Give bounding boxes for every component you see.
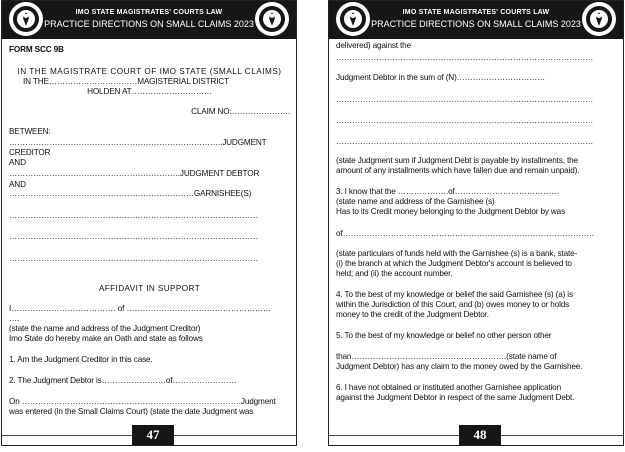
item-3-line-d: of…………………………………………………………………………………. [336,229,594,238]
between-label: BETWEEN: [9,127,51,136]
page-number: 47 [132,425,174,445]
judgment-debtor-line: ……………………………………………………….JUDGMENT DEBTOR [9,169,260,178]
and-label-2: AND [9,180,26,189]
form-number: FORM SCC 9B [9,45,64,54]
affidavit-line-4: Imo State do hereby make an Oath and state as follows [9,334,203,343]
court-line-3: HOLDEN AT………………………… [87,87,212,96]
item-4-line-a: 4. To the best of my knowledge or belief the said Garnishee (s) (a) is [336,290,573,299]
court-line-1: IN THE MAGISTRATE COURT OF IMO STATE (SMALL CLAIMS) [17,67,282,76]
blank-line: ………………………………………………………………………………… [9,211,259,220]
right-page-body [336,39,617,425]
affidavit-title: AFFIDAVIT IN SUPPORT [98,284,201,293]
item-3-line-2: was entered (in the Small Claims Court) (state the date Judgment was [9,407,254,416]
claim-number: CLAIM NO:…………………. [191,107,290,116]
item-5-line-c: Judgment Debtor) has any claim to the money owed by the Garnishee. [336,362,583,371]
item-3-line-a: 3. I know that the ……………….of………………………………… [336,187,560,196]
blank-line: …………………………………………………………………………………… [336,53,594,62]
garnishee-line: ……………………………………………………………GARNISHEE(S) [9,189,252,198]
item-4-line-b: within the Jurisdiction of this Court, and (b) owes money to or holds [336,300,570,309]
item-3-line-1: On ……………………………………………………………………….Judgment [9,397,276,406]
judgment-creditor-label: CREDITOR [9,148,51,157]
item-5-line-b: than………………………………………………….(state name of [336,352,557,361]
page-header [329,1,623,39]
item-2: 2. The Judgment Debtor is……………………of…………………… [9,376,237,385]
item-3-line-e: (state particulars of funds held with the Garnishee (s) is a bank, state- [336,249,578,258]
judgment-creditor-line: ……………………………………………………………………..JUDGMENT [9,138,267,147]
item-6-line-a: 6. I have not obtained or instituted another Garnishee application [336,383,561,392]
item-3-line-g: held; and (ii) the account number. [336,269,453,278]
affidavit-line-2: …. [9,314,20,323]
left-page-body [9,39,290,425]
installment-note-1: (state Judgment sum if Judgment Debt is payable by installments, the [336,156,578,165]
item-4-line-c: money to the credit of the Judgment Debtor. [336,310,489,319]
header-title-line2: PRACTICE DIRECTIONS ON SMALL CLAIMS 2023 [371,19,581,29]
affidavit-line-3: (state the name and address of the Judgment Creditor) [9,324,201,333]
judgment-sum-line: Judgment Debtor in the sum of (N)…………………………… [336,73,546,82]
blank-line: …………………………………………………………………………………… [336,95,594,104]
court-seal-icon [336,2,370,36]
header-title-line1: IMO STATE MAGISTRATES' COURTS LAW [75,9,223,16]
court-seal-icon [255,2,289,36]
court-seal-icon [582,2,616,36]
delivered-line: delivered) against the [336,41,411,50]
item-3-line-b: (state name and address of the Garnishee (s) [336,197,495,206]
item-6-line-b: against the Judgment Debtor in respect of the same Judgment Debt. [336,393,575,402]
blank-line: …………………………………………………………………………………… [336,137,594,146]
page-number: 48 [459,425,501,445]
item-3-line-c: Has to its Credit money belonging to the Judgment Debtor by was [336,207,566,216]
item-3-line-f: (i) the branch at which the Judgment Debtor's account is believed to [336,259,572,268]
and-label-1: AND [9,158,26,167]
blank-line: ………………………………………………………………………………… [9,254,259,263]
left-page [1,0,297,446]
header-title-line1: IMO STATE MAGISTRATES' COURTS LAW [402,9,550,16]
page-header [2,1,296,39]
item-5-line-a: 5. To the best of my knowledge or belief no other person other [336,331,552,340]
blank-line: ………………………………………………………………………………… [9,232,259,241]
header-title-line2: PRACTICE DIRECTIONS ON SMALL CLAIMS 2023 [44,19,254,29]
item-1: 1. Am the Judgment Creditor in this case. [9,355,153,364]
affidavit-line-1: I………………………………… of ……………………………………………… [9,304,272,313]
blank-line: …………………………………………………………………………………… [336,116,594,125]
installment-note-2: amount of any installments which have fallen due and remain unpaid). [336,166,580,175]
court-seal-icon [9,2,43,36]
right-page [328,0,624,446]
court-line-2: IN THE……………………………MAGISTERIAL DISTRICT [23,77,229,86]
